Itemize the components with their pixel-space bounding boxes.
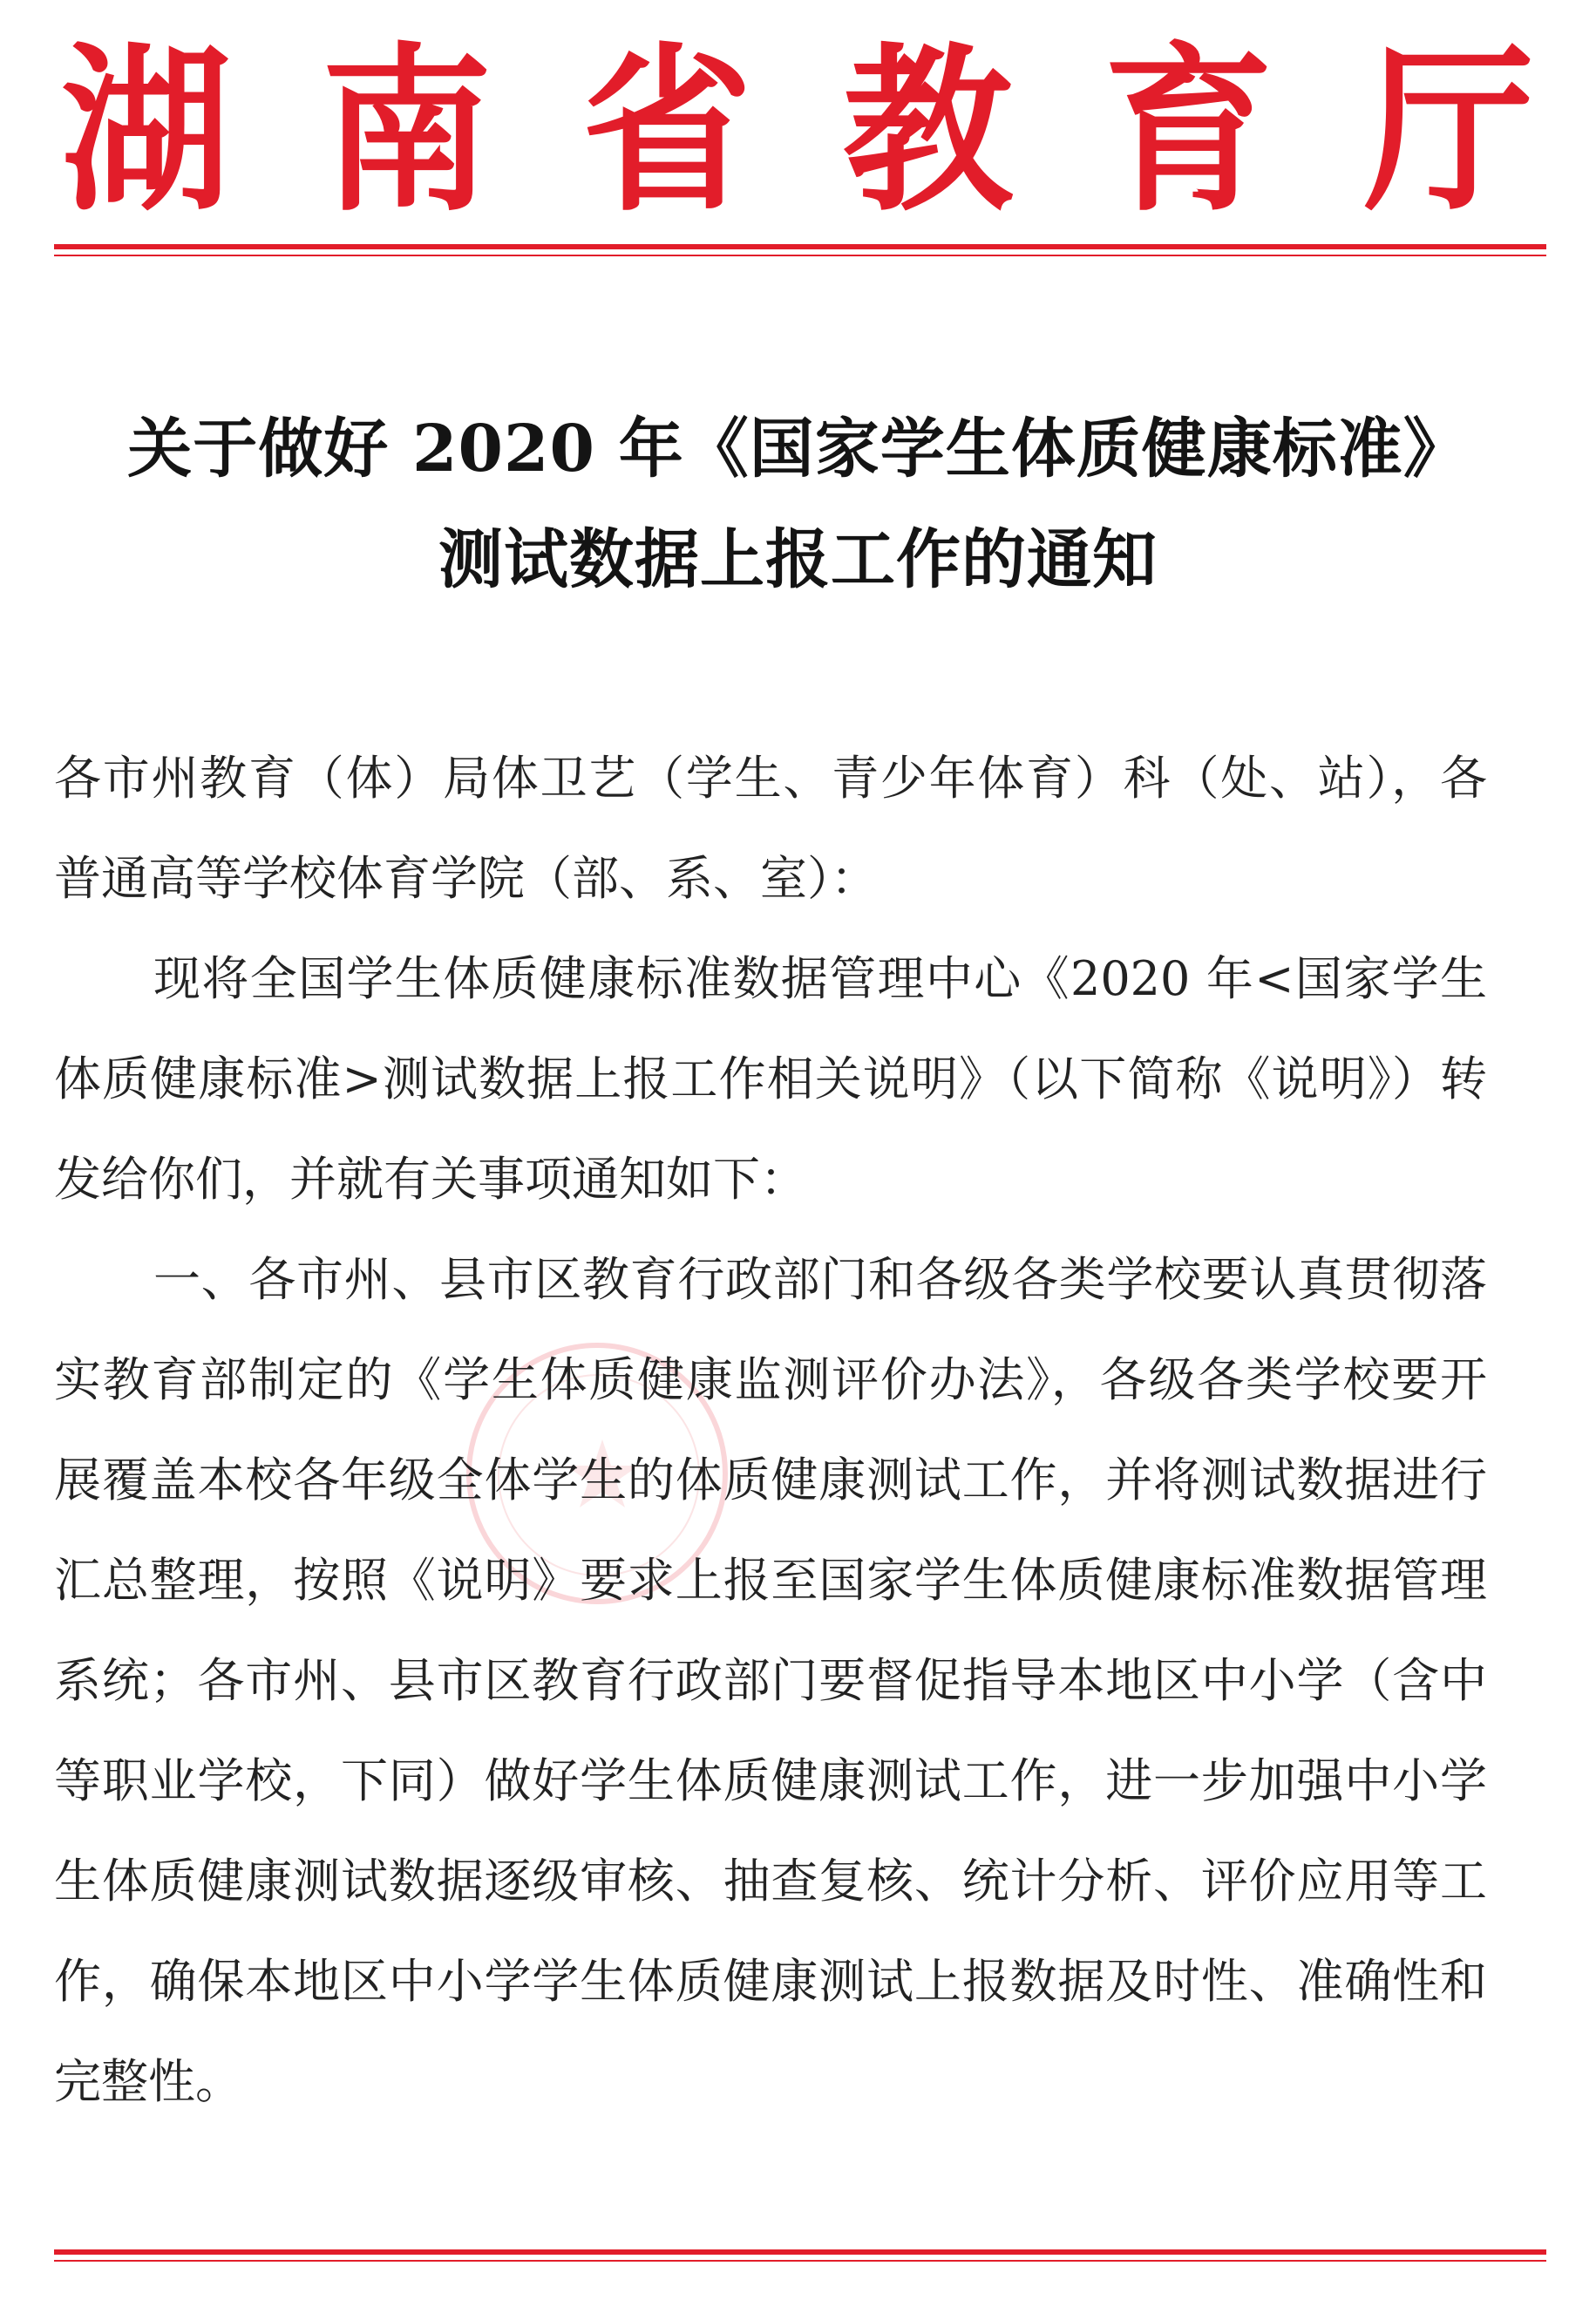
header-divider-thin — [54, 255, 1546, 256]
salutation: 各市州教育（体）局体卫艺（学生、青少年体育）科（处、站），各普通高等学校体育学院（部、系、室）： — [54, 751, 1487, 906]
letterhead-char: 湖 — [61, 26, 231, 235]
paragraph-intro: 现将全国学生体质健康标准数据管理中心《2020 年<国家学生体质健康标准>测试数据上报工作相关说明》（以下简称《说明》）转发给你们，并就有关事项通知如下： — [54, 951, 1487, 1207]
footer-divider-thin — [54, 2260, 1546, 2262]
letterhead-char: 教 — [843, 26, 1013, 235]
document-title-line-2: 测试数据上报工作的通知 — [438, 522, 1158, 597]
org-letterhead — [61, 26, 1534, 235]
letterhead-char: 厅 — [1364, 26, 1534, 235]
letterhead-char: 育 — [1104, 26, 1273, 235]
letterhead-char: 省 — [582, 26, 752, 235]
letterhead-char: 南 — [322, 26, 492, 235]
paragraph-item-1: 一、各市州、县市区教育行政部门和各级各类学校要认真贯彻落实教育部制定的《学生体质健康监测评价办法》，各级各类学校要开展覆盖本校各年级全体学生的体质健康测试工作，并将测试数据进行汇总整理，按照《说明》要求上报至国家学生体质健康标准数据管理系统；各市州、县市区教育行政部门要督促指导本地区中小学（含中等职业学校，下同）做好学生体质健康测试工作，进一步加强中小学生体质健康测试数据逐级审核、抽查复核、统计分析、评价应用等工作，确保本地区中小学学生体质健康测试上报数据及时性、准确性和完整性。 — [54, 1252, 1487, 2109]
document-body — [54, 728, 1487, 2132]
header-divider-thick — [54, 244, 1546, 249]
document-title-line-1: 关于做好 2020 年《国家学生体质健康标准》 — [127, 412, 1469, 487]
footer-divider-thick — [54, 2249, 1546, 2255]
